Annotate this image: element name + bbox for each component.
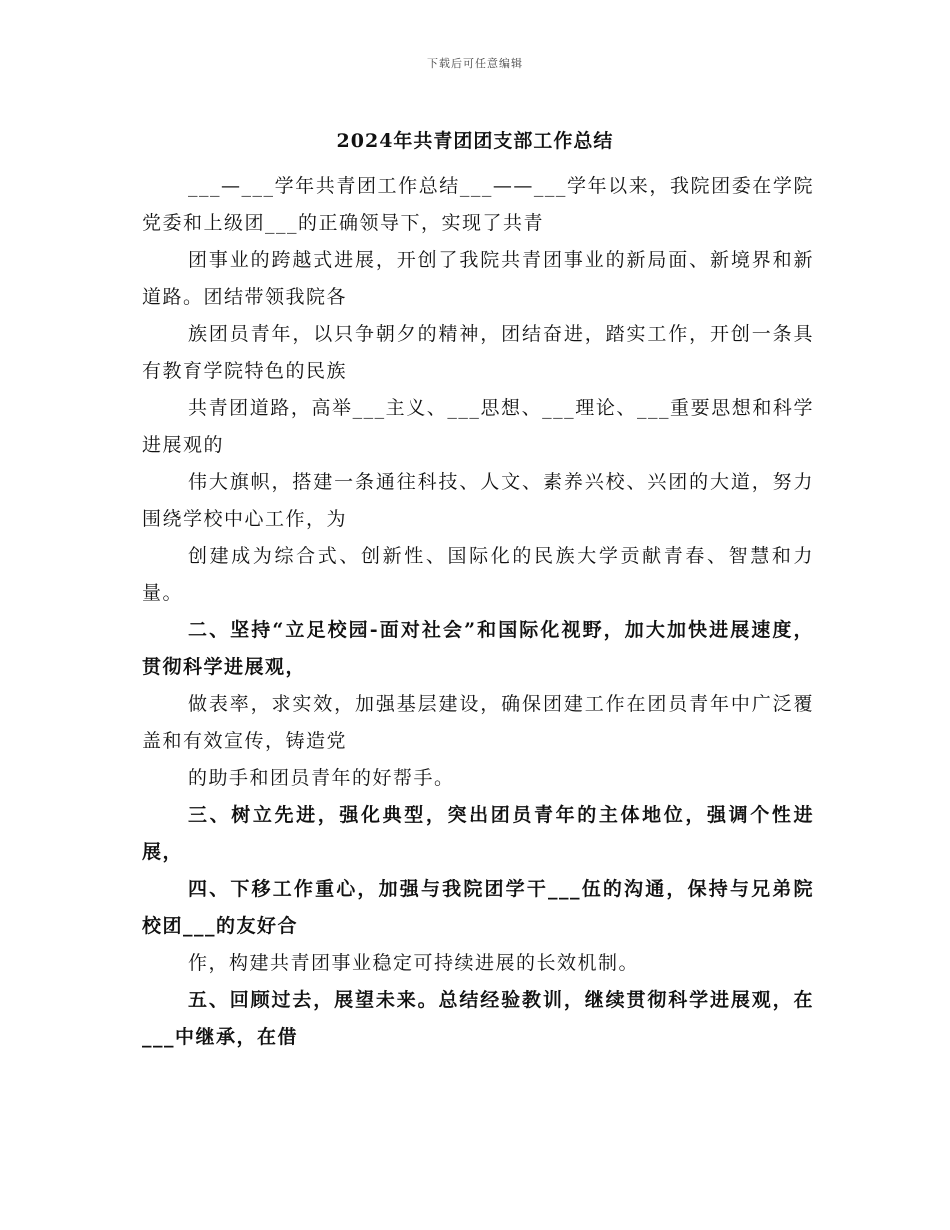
- paragraph-4: 共青团道路，高举___主义、___思想、___理论、___重要思想和科学进展观的: [142, 397, 814, 456]
- paragraph-2: 团事业的跨越式进展，开创了我院共青团事业的新局面、新境界和新道路。团结带领我院各: [142, 249, 814, 308]
- section-heading-2: 二、坚持“立足校园-面对社会”和国际化视野，加大加快进展速度，贯彻科学进展观，: [142, 619, 814, 678]
- document-title: 2024年共青团团支部工作总结: [336, 130, 614, 152]
- header-note: 下载后可任意编辑: [427, 57, 523, 70]
- paragraph-5: 伟大旗帜，搭建一条通往科技、人文、素养兴校、兴团的大道，努力围绕学校中心工作，为: [142, 471, 814, 530]
- paragraph-7: 做表率，求实效，加强基层建设，确保团建工作在团员青年中广泛覆盖和有效宣传，铸造党: [142, 693, 814, 752]
- section-heading-3: 三、树立先进，强化典型，突出团员青年的主体地位，强调个性进展，: [142, 804, 814, 863]
- paragraph-1: ___—___学年共青团工作总结___——___学年以来，我院团委在学院党委和上级团___的正确领导下，实现了共青: [142, 175, 814, 234]
- paragraph-8: 的助手和团员青年的好帮手。: [188, 767, 455, 789]
- document-body: [142, 168, 814, 1056]
- paragraph-6: 创建成为综合式、创新性、国际化的民族大学贡献青春、智慧和力量。: [142, 545, 814, 604]
- paragraph-9: 作，构建共青团事业稳定可持续进展的长效机制。: [188, 952, 640, 974]
- section-heading-5: 五、回顾过去，展望未来。总结经验教训，继续贯彻科学进展观，在___中继承，在借: [142, 989, 814, 1048]
- paragraph-3: 族团员青年，以只争朝夕的精神，团结奋进，踏实工作，开创一条具有教育学院特色的民族: [142, 323, 814, 382]
- section-heading-4: 四、下移工作重心，加强与我院团学干___伍的沟通，保持与兄弟院校团___的友好合: [142, 878, 814, 937]
